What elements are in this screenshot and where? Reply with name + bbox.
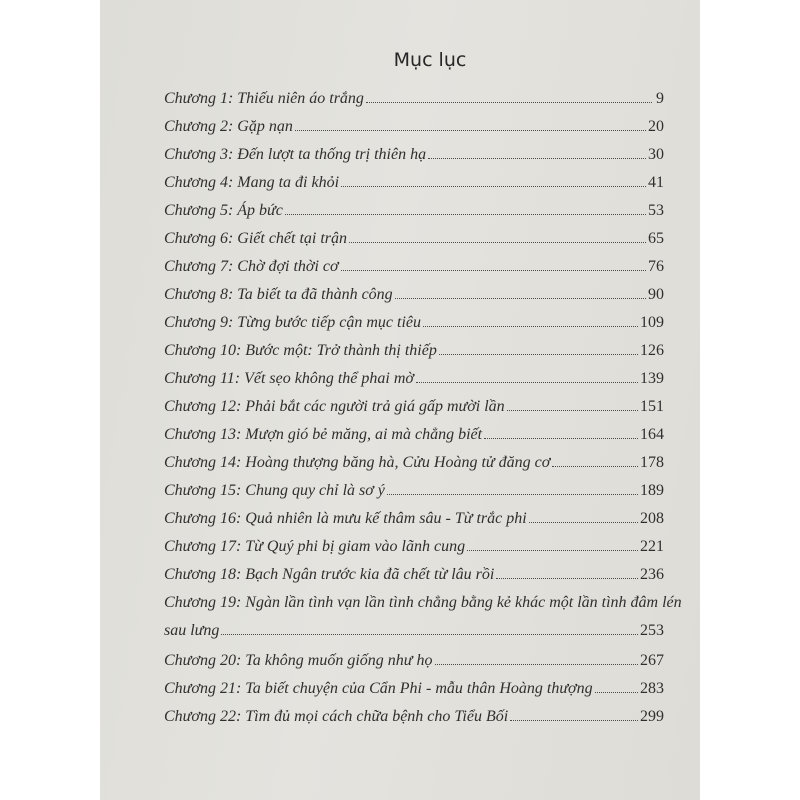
dot-leader bbox=[595, 678, 638, 693]
toc-entry bbox=[164, 505, 664, 533]
toc-entry-title: Chương 17: Từ Quý phi bị giam vào lãnh cung bbox=[164, 538, 466, 555]
book-page bbox=[100, 0, 700, 800]
toc-entry-title: Chương 11: Vết sẹo không thể phai mờ bbox=[164, 370, 414, 387]
dot-leader bbox=[510, 706, 638, 721]
dot-leader bbox=[423, 312, 638, 327]
toc-entry bbox=[164, 393, 664, 421]
toc-entry-page: 9 bbox=[656, 90, 664, 107]
toc-entry bbox=[164, 113, 664, 141]
toc-entry bbox=[164, 589, 682, 647]
toc-entry-page: 53 bbox=[648, 202, 664, 219]
toc-entry bbox=[164, 675, 664, 703]
toc-entry-title-continued: sau lưng bbox=[164, 622, 220, 639]
toc-entry-title: Chương 5: Áp bức bbox=[164, 202, 283, 219]
toc-entry-page: 30 bbox=[648, 146, 664, 163]
toc-entry-page: 109 bbox=[640, 314, 664, 331]
dot-leader bbox=[435, 650, 638, 665]
toc-entry-title: Chương 18: Bạch Ngân trước kia đã chết từ lâu rồi bbox=[164, 566, 495, 583]
toc-entry bbox=[164, 365, 664, 393]
dot-leader bbox=[439, 340, 638, 355]
dot-leader bbox=[341, 256, 646, 271]
toc-entry-title: Chương 16: Quả nhiên là mưu kế thâm sâu - Từ trắc phi bbox=[164, 510, 527, 527]
toc-entry-title: Chương 9: Từng bước tiếp cận mục tiêu bbox=[164, 314, 421, 331]
toc-entry-page: 189 bbox=[640, 482, 664, 499]
dot-leader bbox=[285, 200, 646, 215]
toc-entry-title: Chương 7: Chờ đợi thời cơ bbox=[164, 258, 339, 275]
toc-entry-continuation bbox=[164, 617, 664, 645]
toc-entry-title: Chương 10: Bước một: Trở thành thị thiếp bbox=[164, 342, 437, 359]
toc-entry-title: Chương 2: Gặp nạn bbox=[164, 118, 293, 135]
toc-entry-page: 139 bbox=[640, 370, 664, 387]
toc-entry-title: Chương 15: Chung quy chỉ là sơ ý bbox=[164, 482, 385, 499]
toc-entry-title: Chương 3: Đến lượt ta thống trị thiên hạ bbox=[164, 146, 427, 163]
dot-leader bbox=[496, 564, 638, 579]
toc-entry-title: Chương 14: Hoàng thượng băng hà, Cửu Hoàng tử đăng cơ bbox=[164, 454, 551, 471]
toc-entry bbox=[164, 197, 664, 225]
dot-leader bbox=[416, 368, 638, 383]
toc-entry bbox=[164, 309, 664, 337]
toc-entry-page: 41 bbox=[648, 174, 664, 191]
toc-entry-title: Chương 4: Mang ta đi khỏi bbox=[164, 174, 340, 191]
toc-entry-title: Chương 1: Thiếu niên áo trắng bbox=[164, 90, 364, 107]
dot-leader bbox=[387, 480, 638, 495]
toc-entry-title: Chương 22: Tìm đủ mọi cách chữa bệnh cho Tiểu Bối bbox=[164, 708, 509, 725]
toc-entry-page: 253 bbox=[640, 622, 664, 639]
dot-leader bbox=[341, 172, 646, 187]
toc-entry-page: 267 bbox=[640, 652, 664, 669]
toc-entry-title: Chương 12: Phải bắt các người trả giá gấp mười lần bbox=[164, 398, 505, 415]
toc-entry-page: 299 bbox=[640, 708, 664, 725]
toc-entry-page: 20 bbox=[648, 118, 664, 135]
toc-entry-page: 178 bbox=[640, 454, 664, 471]
toc-entry-page: 65 bbox=[648, 230, 664, 247]
toc-entry-page: 90 bbox=[648, 286, 664, 303]
toc-entry-page: 164 bbox=[640, 426, 664, 443]
toc-entry-title: Chương 21: Ta biết chuyện của Cẩn Phi - mẫu thân Hoàng thượng bbox=[164, 680, 593, 697]
toc-entry bbox=[164, 253, 664, 281]
toc-entry bbox=[164, 449, 664, 477]
dot-leader bbox=[428, 144, 646, 159]
toc-entry bbox=[164, 703, 664, 731]
toc-entry bbox=[164, 141, 664, 169]
toc-entry-title: Chương 13: Mượn gió bẻ măng, ai mà chẳng biết bbox=[164, 426, 483, 443]
dot-leader bbox=[221, 620, 638, 635]
toc-entry-title: Chương 19: Ngàn lần tình vạn lần tình chẳng bằng kẻ khác một lần tình đâm lén bbox=[164, 594, 682, 611]
toc-entry bbox=[164, 337, 664, 365]
dot-leader bbox=[529, 508, 638, 523]
toc-entry-page: 126 bbox=[640, 342, 664, 359]
toc-entry-page: 283 bbox=[640, 680, 664, 697]
toc-entry bbox=[164, 647, 664, 675]
dot-leader bbox=[366, 88, 652, 103]
dot-leader bbox=[295, 116, 646, 131]
toc-entry bbox=[164, 533, 664, 561]
toc-entry-title: Chương 8: Ta biết ta đã thành công bbox=[164, 286, 393, 303]
toc-entry-title: Chương 6: Giết chết tại trận bbox=[164, 230, 348, 247]
dot-leader bbox=[484, 424, 638, 439]
toc-entry-page: 76 bbox=[648, 258, 664, 275]
dot-leader bbox=[507, 396, 638, 411]
toc-entry-page: 221 bbox=[640, 538, 664, 555]
dot-leader bbox=[395, 284, 646, 299]
toc-entry bbox=[164, 225, 664, 253]
dot-leader bbox=[467, 536, 638, 551]
toc-entry-page: 151 bbox=[640, 398, 664, 415]
toc-entry-title: Chương 20: Ta không muốn giống như họ bbox=[164, 652, 433, 669]
dot-leader bbox=[552, 452, 638, 467]
toc-entry-page: 208 bbox=[640, 510, 664, 527]
toc-entry bbox=[164, 85, 664, 113]
toc-entry bbox=[164, 561, 664, 589]
toc-entry bbox=[164, 169, 664, 197]
toc-entry-page: 236 bbox=[640, 566, 664, 583]
toc-entry bbox=[164, 477, 664, 505]
toc-entry bbox=[164, 281, 664, 309]
table-of-contents bbox=[164, 85, 682, 731]
toc-entry bbox=[164, 421, 664, 449]
page-title: Mục lục bbox=[393, 49, 467, 71]
dot-leader bbox=[349, 228, 646, 243]
